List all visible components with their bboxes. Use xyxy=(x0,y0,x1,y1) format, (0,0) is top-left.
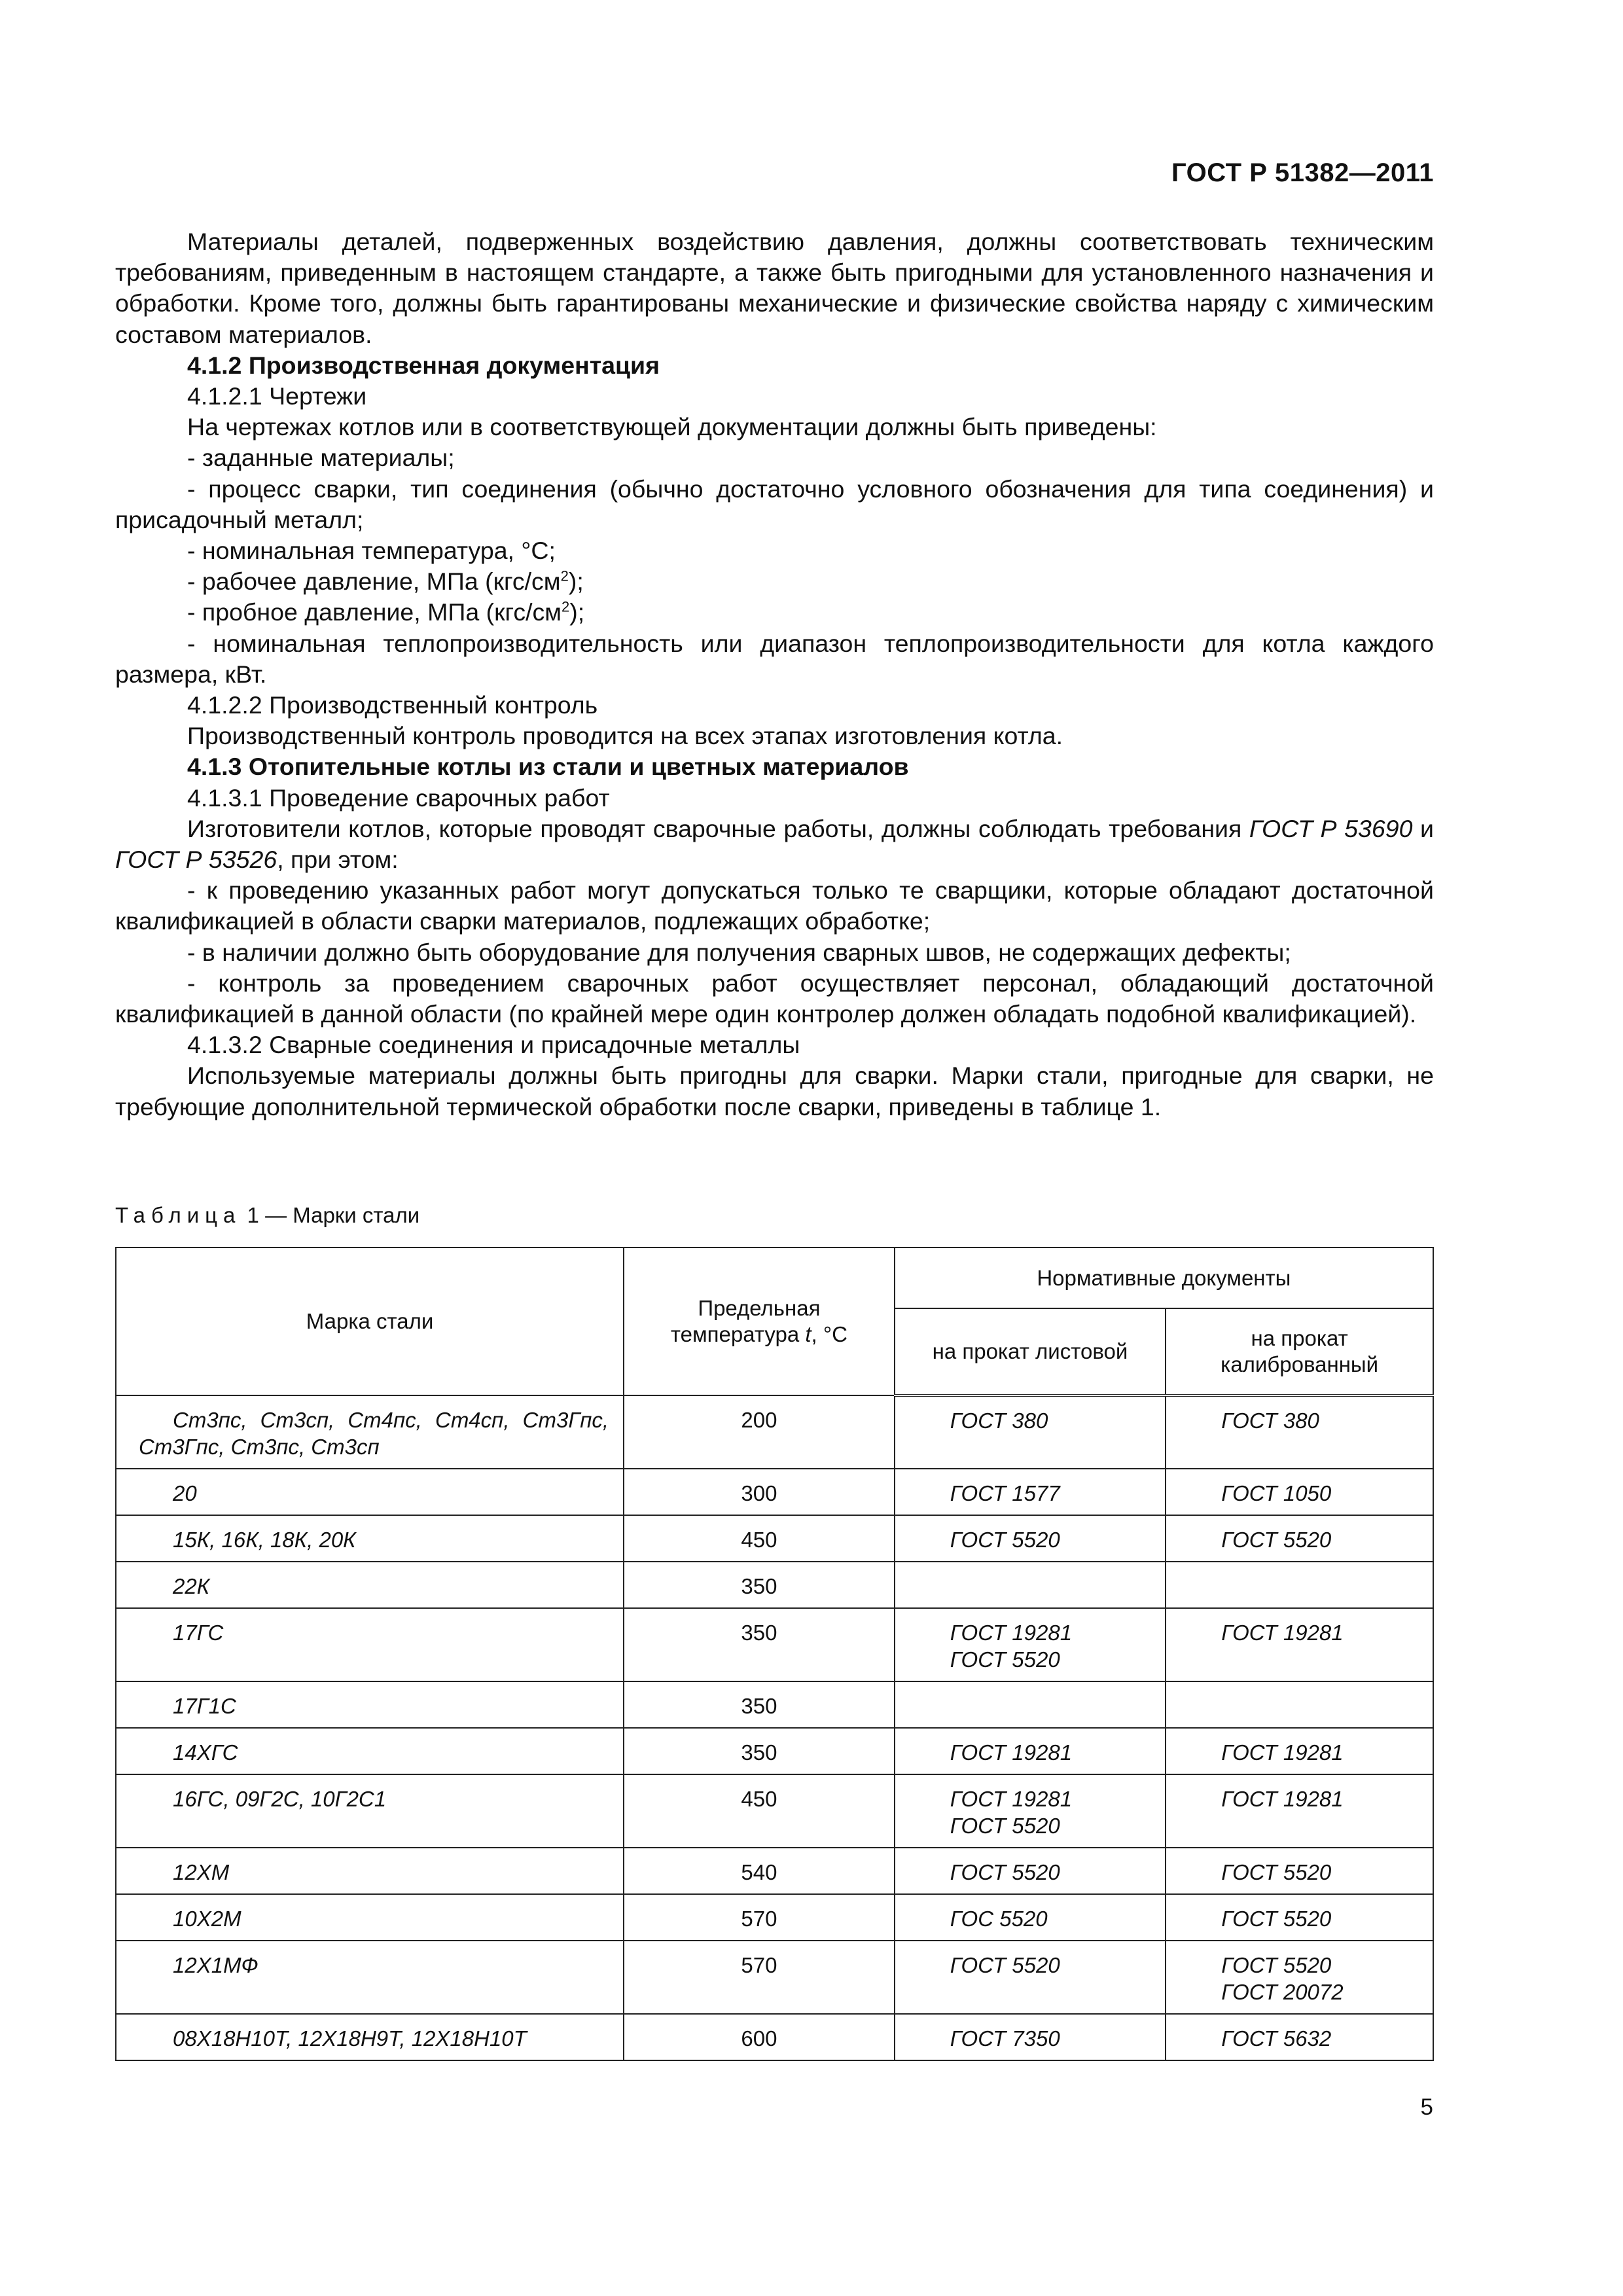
header-normative-documents: Нормативные документы xyxy=(895,1247,1433,1308)
header-steel-grade: Марка стали xyxy=(116,1247,624,1395)
sheet-standard: ГОСТ 5520 xyxy=(895,1941,1166,2014)
sheet-standard: ГОС 5520 xyxy=(895,1894,1166,1941)
calibrated-standard: ГОСТ 5632 xyxy=(1166,2014,1433,2060)
calibrated-standard: ГОСТ 5520 ГОСТ 20072 xyxy=(1166,1941,1433,2014)
header-sheet-rolled: на прокат листовой xyxy=(895,1308,1166,1395)
calibrated-standard: ГОСТ 19281 xyxy=(1166,1774,1433,1848)
body-text xyxy=(115,226,1434,1122)
max-temperature: 600 xyxy=(624,2014,895,2060)
max-temperature: 350 xyxy=(624,1608,895,1681)
standard-reference: ГОСТ Р 53526 xyxy=(115,846,277,874)
table-row xyxy=(116,1608,1433,1681)
max-temperature: 570 xyxy=(624,1894,895,1941)
drawings-intro: На чертежах котлов или в соответствующей документации должны быть приведены: xyxy=(187,413,1157,441)
steel-grade: 10Х2М xyxy=(116,1894,624,1941)
max-temperature: 350 xyxy=(624,1562,895,1608)
sheet-standard: ГОСТ 7350 xyxy=(895,2014,1166,2060)
table-row xyxy=(116,1469,1433,1515)
sheet-standard xyxy=(895,1681,1166,1728)
calibrated-standard: ГОСТ 19281 xyxy=(1166,1608,1433,1681)
list-item: - пробное давление, МПа $(кгс/см^2)$; xyxy=(187,598,585,626)
max-temperature: 540 xyxy=(624,1848,895,1894)
list-item: - номинальная теплопроизводительность или диапазон теплопроизводительности для котла каждого размера, кВт. xyxy=(115,629,1434,688)
intro-paragraph: Материалы деталей, подверженных воздействию давления, должны соответствовать техническим требованиям, приведенным в настоящем стандарте, а также быть пригодными для установленного назначения и обработки. Кроме того, должны быть гарантированы механические и физические свойства наряду с химическим составом материалов. xyxy=(115,228,1434,348)
subsection-4-1-2-1: 4.1.2.1 Чертежи xyxy=(187,382,367,410)
subsection-4-1-3-1: 4.1.3.1 Проведение сварочных работ xyxy=(187,783,610,812)
calibrated-standard: ГОСТ 380 xyxy=(1166,1395,1433,1469)
steel-grade: 08Х18Н10Т, 12Х18Н9Т, 12Х18Н10Т xyxy=(116,2014,624,2060)
list-item: - к проведению указанных работ могут допускаться только те сварщики, которые обладают достаточной квалификацией в области сварки материалов, подлежащих обработке; xyxy=(115,876,1434,935)
list-item: - заданные материалы; xyxy=(187,444,455,472)
sheet-standard: ГОСТ 19281 xyxy=(895,1728,1166,1774)
page-number: 5 xyxy=(1420,2094,1433,2120)
calibrated-standard: ГОСТ 5520 xyxy=(1166,1848,1433,1894)
max-temperature: 300 xyxy=(624,1469,895,1515)
max-temperature: 350 xyxy=(624,1728,895,1774)
calibrated-standard: ГОСТ 5520 xyxy=(1166,1894,1433,1941)
list-item: - рабочее давление, МПа $(кгс/см^2)$; xyxy=(187,567,584,596)
list-item: - номинальная температура, °С; xyxy=(187,537,556,565)
sheet-standard: ГОСТ 1577 xyxy=(895,1469,1166,1515)
standard-designation: ГОСТ Р 51382—2011 xyxy=(1171,158,1434,187)
calibrated-standard: ГОСТ 19281 xyxy=(1166,1728,1433,1774)
sheet-standard: ГОСТ 19281 ГОСТ 5520 xyxy=(895,1774,1166,1848)
calibrated-standard: ГОСТ 1050 xyxy=(1166,1469,1433,1515)
steel-grade: 12ХМ xyxy=(116,1848,624,1894)
calibrated-standard: ГОСТ 5520 xyxy=(1166,1515,1433,1562)
production-control-text: Производственный контроль проводится на всех этапах изготовления котла. xyxy=(187,722,1063,750)
calibrated-standard xyxy=(1166,1562,1433,1608)
section-4-1-2-heading: 4.1.2 Производственная документация xyxy=(187,351,660,379)
sheet-standard: ГОСТ 380 xyxy=(895,1395,1166,1469)
steel-grade: 20 xyxy=(116,1469,624,1515)
section-4-1-3-heading: 4.1.3 Отопительные котлы из стали и цветных материалов xyxy=(187,753,909,781)
header-max-temperature: Предельная температура t, °С xyxy=(624,1247,895,1395)
list-item: - контроль за проведением сварочных работ осуществляет персонал, обладающий достаточной квалификацией в данной области (по крайней мере один контролер должен обладать подобной квалификацией). xyxy=(115,969,1434,1028)
header-calibrated-rolled: на прокат калиброванный xyxy=(1166,1308,1433,1395)
sheet-standard: ГОСТ 5520 xyxy=(895,1515,1166,1562)
list-item: - в наличии должно быть оборудование для получения сварных швов, не содержащих дефекты; xyxy=(187,938,1291,966)
calibrated-standard xyxy=(1166,1681,1433,1728)
weldable-materials-paragraph: Используемые материалы должны быть пригодны для сварки. Марки стали, пригодные для сварки, не требующие дополнительной термической обработки после сварки, приведены в таблице 1. xyxy=(115,1062,1434,1121)
table-caption: Таблица 1 — Марки стали xyxy=(115,1203,420,1227)
table-row xyxy=(116,1894,1433,1941)
sheet-standard: ГОСТ 5520 xyxy=(895,1848,1166,1894)
standard-reference: ГОСТ Р 53690 xyxy=(1249,814,1413,842)
sheet-standard xyxy=(895,1562,1166,1608)
table-row xyxy=(116,1941,1433,2014)
welding-requirements-paragraph: Изготовители котлов, которые проводят сварочные работы, должны соблюдать требования ГОСТ Р 53690 и ГОСТ Р 53526, при этом: xyxy=(115,814,1434,874)
table-row xyxy=(116,1395,1433,1469)
steel-grade: 12Х1МФ xyxy=(116,1941,624,2014)
max-temperature: 570 xyxy=(624,1941,895,2014)
steel-grade: 22К xyxy=(116,1562,624,1608)
max-temperature: 350 xyxy=(624,1681,895,1728)
steel-grade: 17Г1С xyxy=(116,1681,624,1728)
max-temperature: 200 xyxy=(624,1395,895,1469)
table-row xyxy=(116,1848,1433,1894)
table-row xyxy=(116,1728,1433,1774)
sheet-standard: ГОСТ 19281 ГОСТ 5520 xyxy=(895,1608,1166,1681)
table-row xyxy=(116,1515,1433,1562)
steel-grade: 14ХГС xyxy=(116,1728,624,1774)
table-row xyxy=(116,1774,1433,1848)
steel-grade: Ст3пс, Ст3сп, Ст4пс, Ст4сп, Ст3Гпс, Ст3Гпс, Ст3пс, Ст3сп xyxy=(116,1395,624,1469)
steel-grade: 17ГС xyxy=(116,1608,624,1681)
subsection-4-1-2-2: 4.1.2.2 Производственный контроль xyxy=(187,691,598,719)
list-item: - процесс сварки, тип соединения (обычно достаточно условного обозначения для типа соединения) и присадочный металл; xyxy=(115,475,1434,533)
max-temperature: 450 xyxy=(624,1515,895,1562)
subsection-4-1-3-2: 4.1.3.2 Сварные соединения и присадочные металлы xyxy=(187,1031,800,1059)
steel-grades-table xyxy=(115,1247,1434,2061)
steel-grade: 15К, 16К, 18К, 20К xyxy=(116,1515,624,1562)
table-row xyxy=(116,1681,1433,1728)
table-row xyxy=(116,2014,1433,2060)
table-row xyxy=(116,1562,1433,1608)
max-temperature: 450 xyxy=(624,1774,895,1848)
steel-grade: 16ГС, 09Г2С, 10Г2С1 xyxy=(116,1774,624,1848)
